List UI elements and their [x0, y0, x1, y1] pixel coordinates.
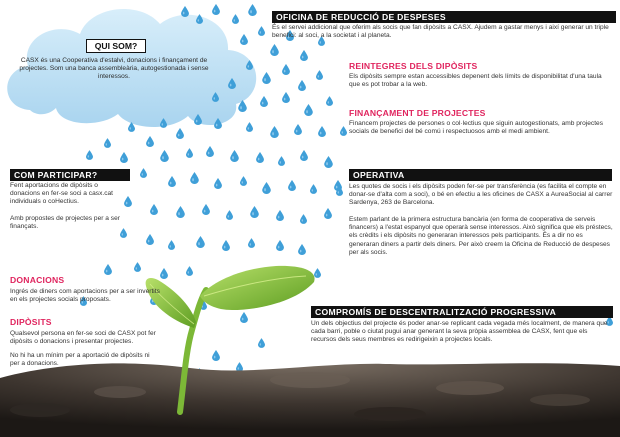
participar-text-2: Amb propostes de projectes per a ser finançats. [10, 215, 120, 231]
participar-text-1: Fent aportacions de dipòsits o donacions en fer-se soci a casx.cat individuals o coHectius. [10, 182, 113, 206]
operativa-text-1: Les quotes de socis i els dipòsits poden fer-se per transferència (es facilita el compte en donar-se d'alta com a soci), o bé en efectiu a les oficines de CASX a AureaSocial al carrer Sardenya, 263 de Barcelona. [349, 183, 613, 207]
cloud-title: QUI SOM? [86, 39, 146, 53]
oficina-heading: OFICINA DE REDUCCIÓ DE DESPESES [272, 11, 616, 23]
soil-ground [0, 363, 620, 437]
financament-heading: FINANÇAMENT DE PROJECTES [349, 108, 486, 118]
operativa-heading: OPERATIVA [349, 169, 612, 181]
donacions-text: Ingrés de diners com aportacions per a ser invertits en els projectes socials proposats. [10, 288, 160, 304]
financament-text: Financem projectes de persones o col·lectius que siguin autogestionats, amb projectes socials de benefici del bé comú i respectuosos amb el medi ambient. [349, 120, 604, 136]
diposits-heading: DIPÒSITS [10, 317, 52, 327]
donacions-heading: DONACIONS [10, 275, 65, 285]
participar-heading: COM PARTICIPAR? [10, 169, 130, 181]
diposits-text-2: No hi ha un mínim per a aportació de dipòsits ni per a donacions. [10, 352, 150, 368]
reintegres-heading: REINTEGRES DELS DIPÒSITS [349, 61, 478, 71]
compromis-text: Un dels objectius del projecte és poder anar-se replicant cada vegada més localment, de manera que cada barri, poble o ciutat pugui anar generant la seva pròpia assemblea de CASX, fent que els recursos dels seus membres es redirigeixin a projectes locals. [311, 320, 608, 344]
cloud-text: CASX és una Cooperativa d'estalvi, donacions i finançament de projectes. Som una banca assembleària, autogestionada i sense interessos. [19, 57, 209, 81]
compromis-heading: COMPROMÍS DE DESCENTRALITZACIÓ PROGRESSIVA [311, 306, 613, 318]
diposits-text-1: Qualsevol persona en fer-se soci de CASX pot fer dipòsits o donacions i presentar projectes. [10, 330, 156, 346]
oficina-text: És el servei addicional que oferim als socis que fan dipòsits a CASX. Ajudem a gastar menys i així generar un triple benefici: al soci, a la societat i al planeta. [272, 24, 609, 40]
reintegres-text: Els dipòsits sempre estan accessibles depenent dels límits de disponibilitat d'una taula que es pot trobar a la web. [349, 73, 602, 89]
operativa-text-2: Estem parlant de la primera estructura bancària (en forma de cooperativa de serveis financers) a l'estat espanyol que operarà sense interessos. Això significa que els préstecs, els crèdits i els dipòsits no generaran interessos pels participants. És a dir no es generaran diners a partir dels diners. Per això creem la Oficina de Reducció de despeses per als socis. [349, 216, 613, 256]
